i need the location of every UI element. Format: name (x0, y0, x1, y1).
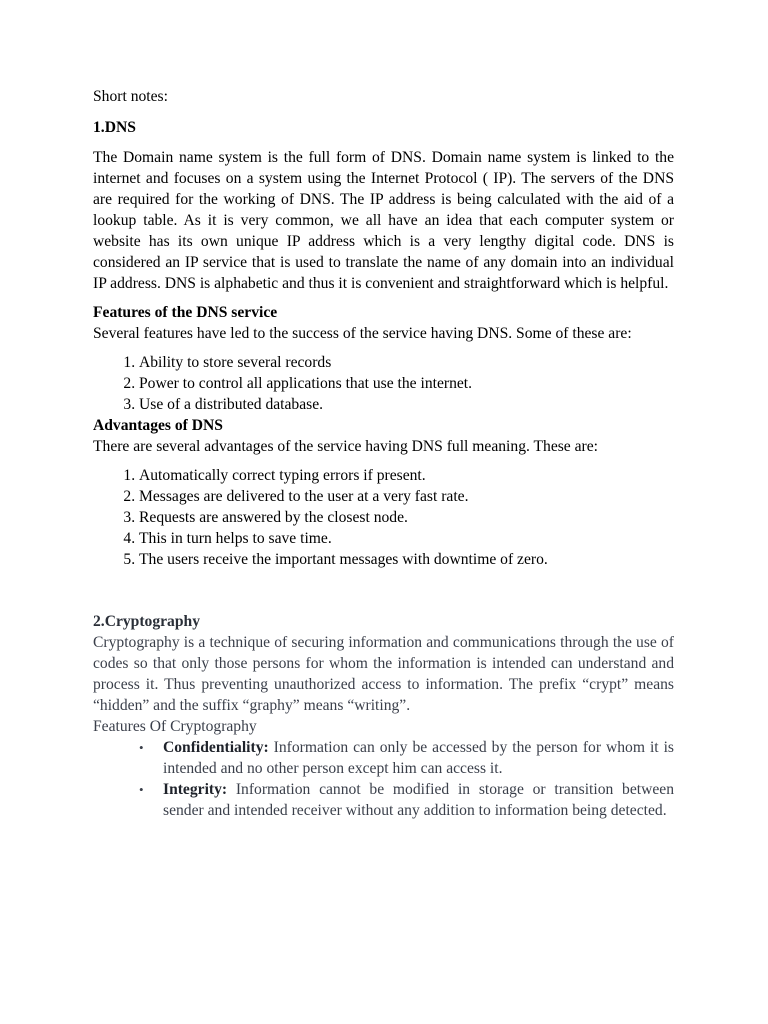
dns-advantages-list (93, 465, 674, 570)
cryptography-heading: 2.Cryptography (93, 613, 200, 630)
list-item (139, 737, 674, 779)
list-item: 4. This in turn helps to save time. (139, 528, 674, 549)
dns-section (93, 117, 674, 570)
bullet-icon: • (139, 782, 144, 797)
dns-advantages-heading: Advantages of DNS (93, 417, 223, 434)
bullet-icon: • (139, 740, 144, 755)
list-item: 5. The users receive the important messages with downtime of zero. (139, 549, 674, 570)
dns-features-list (93, 352, 674, 415)
dns-heading: 1.DNS (93, 119, 136, 136)
feature-term: Confidentiality: (163, 739, 269, 756)
cryptography-features-heading: Features Of Cryptography (93, 718, 257, 735)
list-item: 1. Automatically correct typing errors if present. (139, 465, 674, 486)
cryptography-section (93, 611, 674, 821)
feature-text: Information can only be accessed by the person for whom it is intended and no other person except him can access it. (163, 739, 674, 777)
list-item: 2. Messages are delivered to the user at a very fast rate. (139, 486, 674, 507)
cryptography-intro-paragraph: Cryptography is a technique of securing information and communications through the use of codes so that only those persons for whom the information is intended can understand and process it. Thus preventing unauthorized access to information. The prefix “crypt” means “hidden” and the suffix “graphy” means “writing”. (93, 634, 674, 714)
list-item: 2. Power to control all applications that use the internet. (139, 373, 674, 394)
cryptography-features-list (93, 737, 674, 821)
list-item: 3. Use of a distributed database. (139, 394, 674, 415)
section-spacer (93, 570, 674, 611)
dns-features-heading: Features of the DNS service (93, 304, 278, 321)
feature-text: Information cannot be modified in storage or transition between sender and intended receiver without any addition to information being detected. (163, 781, 674, 819)
feature-term: Integrity: (163, 781, 228, 798)
list-item: 3. Requests are answered by the closest node. (139, 507, 674, 528)
list-item: 1. Ability to store several records (139, 352, 674, 373)
dns-intro-paragraph: The Domain name system is the full form of DNS. Domain name system is linked to the internet and focuses on a system using the Internet Protocol ( IP). The servers of the DNS are required for the working of DNS. The IP address is being calculated with the aid of a lookup table. As it is very common, we all have an idea that each computer system or website has its own unique IP address which is a very lengthy digital code. DNS is considered an IP service that is used to translate the name of any domain into an individual IP address. DNS is alphabetic and thus it is convenient and straightforward which is helpful. (93, 149, 674, 292)
dns-advantages-intro: There are several advantages of the service having DNS full meaning. These are: (93, 438, 598, 455)
document-page (93, 86, 674, 821)
document-title: Short notes: (93, 88, 168, 105)
dns-features-intro: Several features have led to the success of the service having DNS. Some of these are: (93, 325, 632, 342)
list-item (139, 779, 674, 821)
